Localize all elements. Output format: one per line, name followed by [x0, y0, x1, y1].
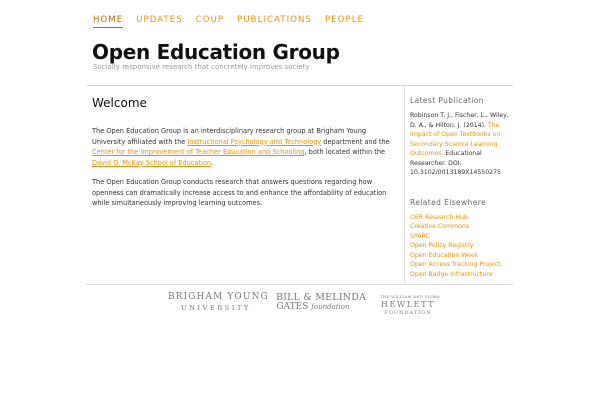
gates-foundation-logo[interactable]	[276, 292, 367, 312]
link-oer-research-hub[interactable]: OER Research Hub	[410, 213, 468, 221]
ipt-link[interactable]: Instructional Psychology and Technology	[187, 137, 322, 146]
nav-people[interactable]: PEOPLE	[324, 15, 365, 25]
column-divider	[404, 86, 405, 284]
byu-logo-line1: BRIGHAM YOUNG	[168, 292, 269, 302]
link-creative-commons[interactable]: Creative Commons	[410, 223, 469, 231]
byu-logo-line2: UNIVERSITY	[181, 304, 251, 312]
intro-text-3: , both located within the	[304, 148, 386, 156]
intro-paragraph	[92, 126, 392, 168]
byu-logo[interactable]	[168, 292, 269, 312]
nav-updates[interactable]: UPDATES	[136, 15, 183, 25]
nav-home[interactable]: HOME	[93, 15, 123, 28]
list-item	[410, 232, 510, 242]
latest-publication-heading: Latest Publication	[410, 96, 484, 105]
pub-title-link[interactable]: The Impact of Open Textbooks on Secondary Science Learning Outcomes	[410, 121, 501, 157]
mission-paragraph: The Open Education Group conducts research that answers questions regarding how openness can dramatically increase access to and enhance the affordability of education while simultaneously improving learning outcomes.	[92, 178, 387, 207]
main-content	[92, 96, 392, 218]
sponsor-logos	[0, 292, 600, 322]
footer-divider	[86, 284, 513, 285]
list-item	[410, 270, 510, 280]
latest-publication	[410, 111, 510, 178]
gates-logo-foundation: foundation	[311, 303, 350, 311]
hewlett-logo-line3: FOUNDATION	[384, 310, 432, 316]
gates-logo-line2	[276, 302, 350, 312]
gates-logo-line1: BILL & MELINDA	[276, 292, 367, 303]
list-item	[410, 241, 510, 251]
link-sparc[interactable]: SPARC	[410, 232, 430, 240]
mckay-link[interactable]: David O. McKay School of Education	[92, 158, 212, 167]
list-item	[410, 260, 510, 270]
sidebar	[410, 96, 510, 280]
list-item	[410, 222, 510, 232]
hewlett-foundation-logo[interactable]	[380, 294, 441, 316]
top-nav	[93, 15, 377, 28]
related-links	[410, 213, 510, 280]
pub-authors: Robinson T. J., Fischer, L., Wiley, D. A., & Hilton, J. (2014).	[410, 112, 509, 129]
intro-text-1: The Open Education Group is an interdisciplinary research group at Brigham Young University affiliated with the	[92, 127, 367, 146]
nav-publications[interactable]: PUBLICATIONS	[237, 15, 312, 25]
site-title[interactable]: Open Education Group	[92, 40, 340, 64]
intro-text-2: department and the	[321, 137, 390, 146]
cites-link[interactable]: Center for the Improvement of Teacher Education and Schooling	[92, 148, 305, 156]
link-open-education-week[interactable]: Open Education Week	[410, 251, 479, 259]
hewlett-logo-line2: HEWLETT	[380, 300, 436, 309]
related-elsewhere-heading: Related Elsewhere	[410, 197, 487, 207]
site-tagline: Socially responsive research that concretely improves society	[93, 63, 310, 71]
link-open-access-tracking[interactable]: Open Access Tracking Project	[410, 261, 501, 269]
pub-journal: . Educational Researcher. DOI: 10.3102/0013189X14550275	[410, 150, 501, 176]
nav-coup[interactable]: COUP	[195, 15, 225, 25]
page-title: Welcome	[92, 96, 147, 110]
header-divider	[86, 85, 513, 86]
hewlett-logo-line1: THE WILLIAM AND FLORA	[380, 294, 441, 299]
link-open-policy-registry[interactable]: Open Policy Registry	[410, 242, 474, 250]
link-open-badge-infrastructure[interactable]: Open Badge Infrastructure	[410, 271, 493, 279]
list-item	[410, 213, 510, 223]
gates-logo-word: GATES	[276, 302, 309, 312]
intro-text-4: .	[211, 158, 214, 167]
list-item	[410, 251, 510, 261]
